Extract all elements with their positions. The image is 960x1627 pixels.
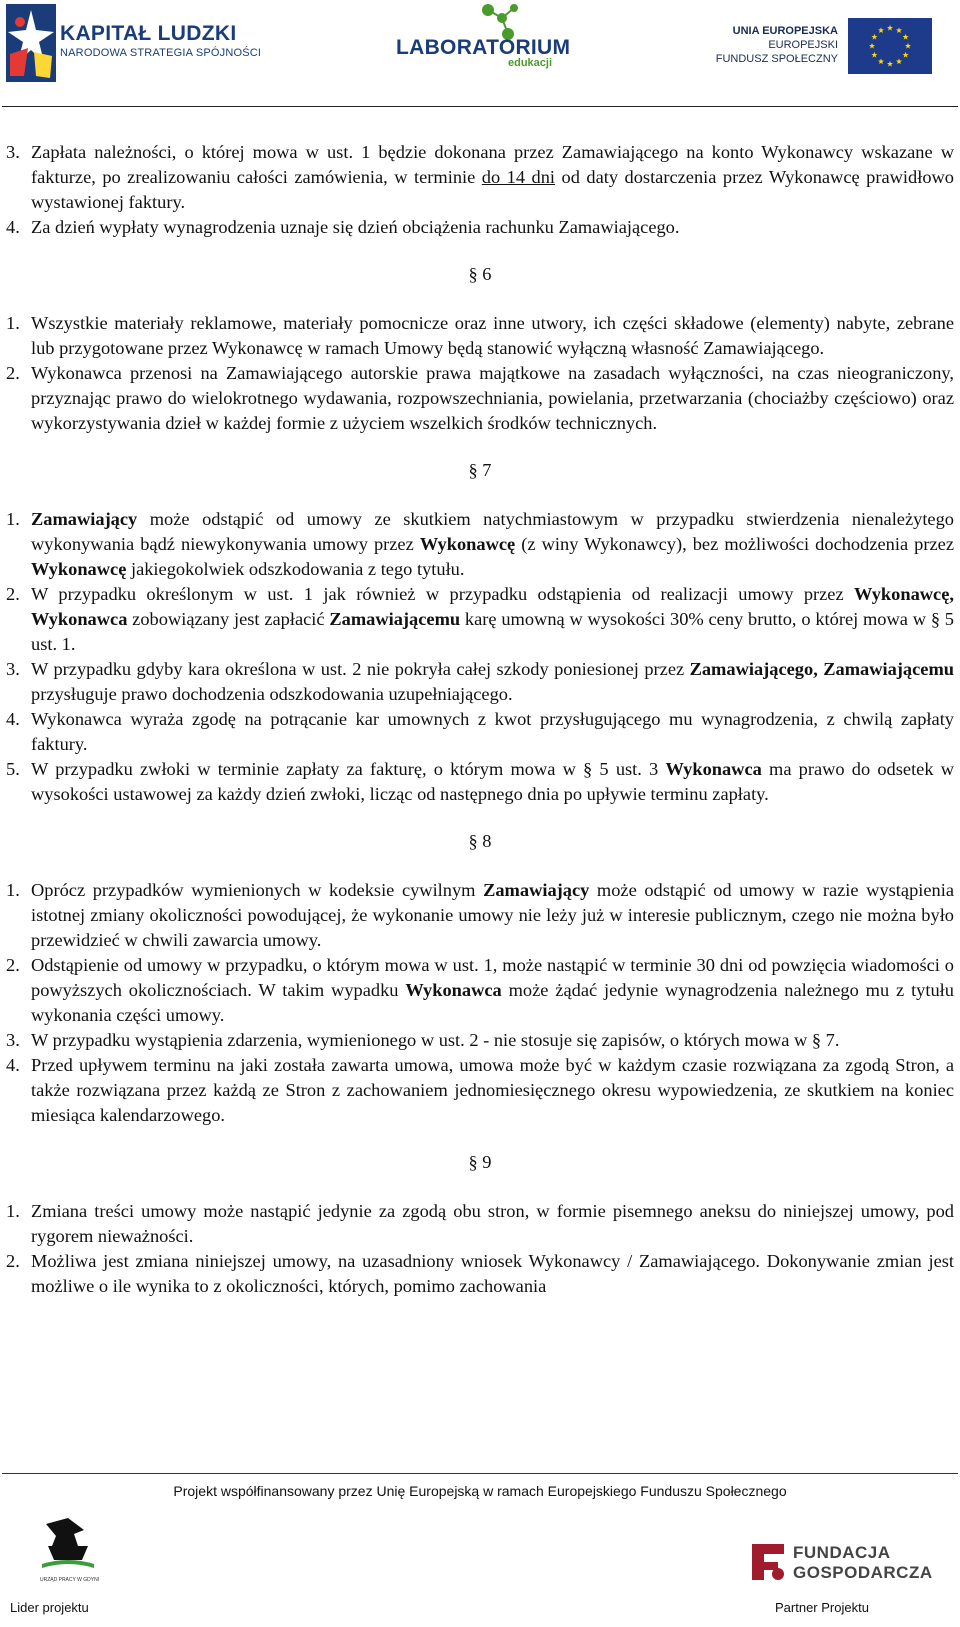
item-text [31,1028,954,1053]
text-segment: przysługuje prawo dochodzenia odszkodowania uzupełniającego. [31,684,513,704]
text-segment: Za dzień wypłaty wynagrodzenia uznaje się dzień obciążenia rachunku Zamawiającego. [31,217,680,237]
item-text [31,657,954,707]
list-item [6,582,954,657]
item-text [31,707,954,757]
bold-term: Wykonawca [665,759,762,779]
kapital-ludzki-title: KAPITAŁ LUDZKI [60,22,237,45]
partner-label: Partner Projektu [775,1600,869,1615]
text-segment: Możliwa jest zmiana niniejszej umowy, na uzasadniony wniosek Wykonawcy / Zamawiającego. Dokonywanie zmian jest możliwe o ile wynika to z okoliczności, których, pomimo zachowania [31,1251,954,1296]
list-item [6,878,954,953]
fundacja-gospodarcza-icon [748,1540,788,1584]
kapital-ludzki-subtitle: NARODOWA STRATEGIA SPÓJNOŚCI [60,47,262,59]
text-segment: od daty dostarczenia przez Wykonawcę prawidłowo wystawionej faktury. [31,167,954,212]
item-text [31,1199,954,1249]
text-segment: Wszystkie materiały reklamowe, materiały pomocnicze oraz inne utwory, ich części składowe (elementy) nabyte, zebrane lub przygotowane przez Wykonawcę w ramach Umowy będą stanowić wyłączną własność Zamawiającego. [31,313,954,358]
item-text [31,582,954,657]
bold-term: Wykonawcę [419,534,516,554]
text-segment: może odstąpić od umowy ze skutkiem natychmiastowym w przypadku stwierdzenia nienależytego wykonywania bądź niewykonywania umowy przez [31,509,954,554]
text-segment: Wykonawca wyraża zgodę na potrącanie kar umownych z kwot przysługującego mu wynagrodzenia, z chwilą zapłaty faktury. [31,709,954,754]
list-item [6,707,954,757]
partner-line2: GOSPODARCZA [793,1563,933,1582]
item-number: 2. [6,1251,20,1271]
item-number: 1. [6,313,20,333]
item-text [31,361,954,436]
section-heading: § 9 [468,1152,492,1172]
partner-line1: FUNDACJA [793,1543,891,1562]
eu-flag-icon [848,18,932,79]
laboratorium-title: LABORATORIUM [396,36,571,59]
bold-term: Wykonawcę, Wykonawca [31,584,954,629]
bold-term: Wykonawca [405,980,502,1000]
list-item [6,657,954,707]
text-segment: W przypadku zwłoki w terminie zapłaty za fakturę, o którym mowa w § 5 ust. 3 [31,759,666,779]
underlined-term: do 14 dni [481,167,556,187]
item-number: 4. [6,709,20,729]
item-text [31,757,954,807]
item-text [31,507,954,582]
text-segment: Odstąpienie od umowy w przypadku, o którym mowa w ust. 1, może nastąpić w terminie 30 dni od powzięcia wiadomości o powyższych okolicznościach. W takim wypadku [31,955,954,1000]
item-text [31,311,954,361]
kapital-ludzki-text [60,22,261,60]
lider-caption: URZĄD PRACY W GDYNI [40,1577,100,1583]
text-segment: Przed upływem terminu na jaki została zawarta umowa, umowa może być w każdym czasie rozwiązana za zgodą Stron, a także rozwiązana przez każdą ze Stron z zachowaniem jednomiesięcznego okresu wypowiedzenia, ze skutkiem na koniec miesiąca kalendarzowego. [31,1055,954,1125]
section-heading: § 6 [468,264,492,284]
item-text [31,1053,954,1128]
list-item [6,1199,954,1249]
page-header [0,0,960,108]
text-segment: Wykonawca przenosi na Zamawiającego autorskie prawa majątkowe na zasadach wyłączności, na czas nieograniczony, przyznając prawo do wielokrotnego wydawania, rozpowszechniania, powielania, przetwarzania (chociażby częściowo) oraz wykorzystywania dzieł w każdej formie z użyciem wszelkich środków technicznych. [31,363,954,433]
item-number: 2. [6,363,20,383]
text-segment: Zapłata należności, o której mowa w ust. 1 będzie dokonana przez Zamawiającego na konto Wykonawcy wskazane w fakturze, po zrealizowaniu całości zamówienia, w terminie [31,142,954,187]
kapital-ludzki-logo [6,4,56,82]
item-number: 4. [6,1055,20,1075]
text-segment: jakiegokolwiek odszkodowania z tego tytułu. [126,559,465,579]
list-item [6,953,954,1028]
item-text [31,953,954,1028]
lider-ship-logo [38,1516,98,1576]
item-number: 2. [6,955,20,975]
cofinance-statement: Projekt współfinansowany przez Unię Europejską w ramach Europejskiego Funduszu Społecznego [173,1483,787,1499]
item-number: 3. [6,1030,20,1050]
eu-line2: EUROPEJSKI [768,39,838,51]
text-segment: karę umowną w wysokości 30% ceny brutto, o której mowa w § 5 ust. 1. [31,609,954,654]
list-item [6,361,954,436]
item-number: 4. [6,217,20,237]
item-text [31,140,954,215]
item-number: 3. [6,142,20,162]
list-item [6,1053,954,1128]
eu-line1: UNIA EUROPEJSKA [732,25,838,37]
item-number: 1. [6,880,20,900]
text-segment: W przypadku gdyby kara określona w ust. 2 nie pokryła całej szkody poniesionej przez [31,659,690,679]
text-segment: Oprócz przypadków wymienionych w kodeksie cywilnym [31,880,484,900]
bold-term: Wykonawcę [31,559,127,579]
document-body [6,140,954,1299]
list-item [6,311,954,361]
item-number: 1. [6,1201,20,1221]
eu-line3: FUNDUSZ SPOŁECZNY [715,53,838,65]
item-text [31,215,954,240]
item-number: 1. [6,509,20,529]
list-item [6,507,954,582]
item-text [31,1249,954,1299]
header-divider [2,106,958,107]
text-segment: W przypadku określonym w ust. 1 jak również w przypadku odstąpienia od realizacji umowy przez [31,584,855,604]
laboratorium-subtitle: edukacji [508,57,553,69]
list-item [6,1028,954,1053]
text-segment: zobowiązany jest zapłacić [127,609,330,629]
list-item [6,1249,954,1299]
section-heading: § 8 [468,831,492,851]
text-segment: W przypadku wystąpienia zdarzenia, wymienionego w ust. 2 - nie stosuje się zapisów, o których mowa w § 7. [31,1030,840,1050]
item-number: 2. [6,584,20,604]
section-heading: § 7 [468,460,492,480]
list-item [6,757,954,807]
bold-term: Zamawiający [483,880,590,900]
text-segment: (z winy Wykonawcy), bez możliwości dochodzenia przez [515,534,954,554]
item-text [31,878,954,953]
item-number: 3. [6,659,20,679]
list-item [6,140,954,215]
text-segment: ma prawo do odsetek w wysokości ustawowej za każdy dzień zwłoki, licząc od następnego dnia po upływie terminu zapłaty. [31,759,955,804]
text-segment: może odstąpić od umowy w razie wystąpienia istotnej zmiany okoliczności powodującej, że wykonanie umowy nie leży już w interesie publicznym, czego nie można było przewidzieć w chwili zawarcia umowy. [31,880,955,950]
footer-divider [2,1473,958,1474]
bold-term: Zamawiający [31,509,138,529]
text-segment: może żądać jedynie wynagrodzenia należnego mu z tytułu wykonania części umowy. [31,980,954,1025]
text-segment: Zmiana treści umowy może nastąpić jedynie za zgodą obu stron, w formie pisemnego aneksu do niniejszej umowy, pod rygorem nieważności. [31,1201,954,1246]
list-item [6,215,954,240]
fundacja-gospodarcza-text [793,1543,933,1583]
lider-label: Lider projektu [10,1600,89,1615]
bold-term: Zamawiającemu [329,609,461,629]
bold-term: Zamawiającego, Zamawiającemu [689,659,954,679]
eu-text [690,24,838,66]
item-number: 5. [6,759,20,779]
